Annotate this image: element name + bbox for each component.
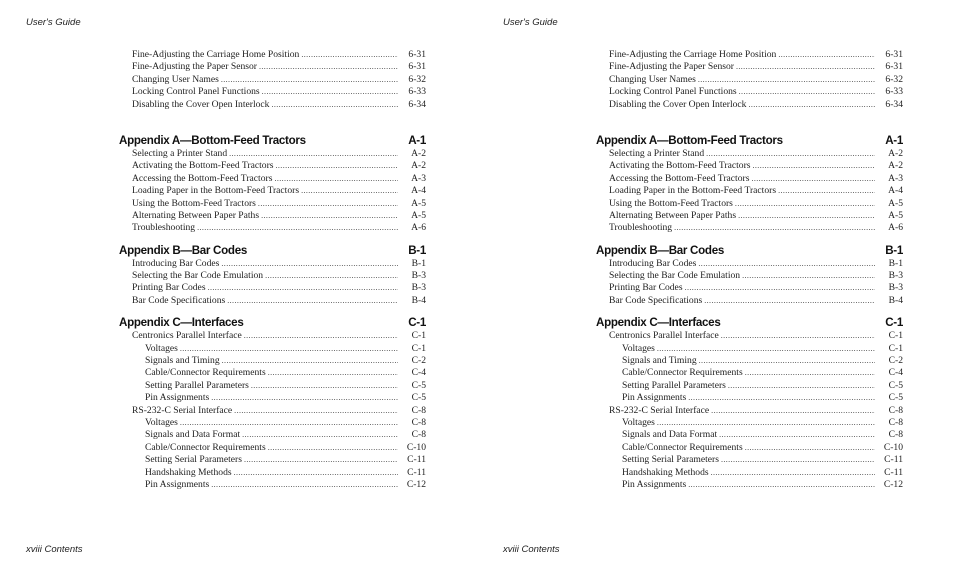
- table-of-contents: [596, 49, 903, 491]
- right-page: [477, 0, 954, 580]
- toc-entry[interactable]: [119, 270, 426, 282]
- dot-leader: [674, 222, 875, 234]
- dot-leader: [728, 380, 875, 392]
- toc-entry[interactable]: [596, 160, 903, 172]
- dot-leader: [736, 61, 875, 73]
- toc-entry-title: Troubleshooting: [132, 222, 196, 234]
- dot-leader: [262, 86, 398, 98]
- toc-entry[interactable]: [596, 270, 903, 282]
- toc-entry-page-number: C-11: [407, 466, 426, 478]
- toc-entry-title: Troubleshooting: [609, 222, 673, 234]
- toc-entry-title: Signals and Data Format: [145, 429, 241, 441]
- toc-entry[interactable]: [119, 479, 426, 491]
- dot-leader: [227, 295, 398, 307]
- toc-entry[interactable]: [596, 367, 903, 379]
- toc-entry-title: Activating the Bottom-Feed Tractors: [609, 160, 751, 172]
- toc-entry-page-number: C-4: [888, 367, 903, 379]
- toc-entry-page-number: C-1: [888, 342, 903, 354]
- dot-leader: [261, 210, 398, 222]
- toc-entry-page-number: C-8: [411, 404, 426, 416]
- toc-entry-title: Selecting the Bar Code Emulation: [132, 270, 264, 282]
- dot-leader: [221, 258, 398, 270]
- toc-entry-title: Disabling the Cover Open Interlock: [609, 98, 747, 110]
- appendix-title: Appendix A—Bottom-Feed Tractors: [119, 133, 306, 147]
- toc-entry-title: Using the Bottom-Feed Tractors: [132, 197, 256, 209]
- toc-entry-page-number: B-1: [411, 257, 426, 269]
- toc-entry-title: Changing User Names: [609, 73, 696, 85]
- toc-entry-page-number: 6-31: [885, 61, 903, 73]
- dot-leader: [778, 49, 875, 61]
- toc-entry-page-number: A-2: [411, 160, 426, 172]
- toc-entry-title: Selecting the Bar Code Emulation: [609, 270, 741, 282]
- toc-entry-page-number: 6-31: [885, 49, 903, 60]
- dot-leader: [258, 198, 398, 210]
- toc-entry-title: Voltages: [145, 342, 178, 354]
- toc-entry-title: Centronics Parallel Interface: [132, 330, 242, 342]
- toc-entry-page-number: 6-31: [408, 61, 426, 73]
- toc-entry-page-number: B-1: [888, 257, 903, 269]
- toc-entry[interactable]: [596, 148, 903, 160]
- dot-leader: [234, 405, 398, 417]
- toc-entry[interactable]: [596, 61, 903, 73]
- dot-leader: [721, 454, 875, 466]
- toc-entry-title: Fine-Adjusting the Paper Sensor: [609, 61, 734, 73]
- appendix-heading[interactable]: [119, 315, 426, 330]
- toc-entry-title: Pin Assignments: [622, 478, 687, 490]
- toc-entry-title: Centronics Parallel Interface: [609, 330, 719, 342]
- toc-entry-page-number: C-11: [884, 454, 903, 466]
- toc-entry-title: Setting Parallel Parameters: [622, 379, 726, 391]
- toc-entry-title: Fine-Adjusting the Carriage Home Position: [609, 49, 777, 60]
- toc-entry-title: Fine-Adjusting the Paper Sensor: [132, 61, 257, 73]
- dot-leader: [704, 295, 875, 307]
- toc-entry[interactable]: [596, 343, 903, 355]
- toc-entry-title: Alternating Between Paper Paths: [609, 209, 737, 221]
- toc-entry-title: RS-232-C Serial Interface: [132, 404, 233, 416]
- toc-entry-page-number: A-2: [411, 147, 426, 159]
- toc-entry-page-number: C-2: [411, 355, 426, 367]
- appendix-title: Appendix C—Interfaces: [119, 316, 244, 330]
- toc-entry[interactable]: [596, 442, 903, 454]
- dot-leader: [751, 173, 875, 185]
- toc-entry-title: Accessing the Bottom-Feed Tractors: [132, 172, 273, 184]
- toc-entry[interactable]: [119, 173, 426, 185]
- toc-entry[interactable]: [119, 429, 426, 441]
- toc-entry-title: Bar Code Specifications: [609, 294, 703, 306]
- toc-entry[interactable]: [119, 99, 426, 111]
- toc-entry-title: Signals and Data Format: [622, 429, 718, 441]
- dot-leader: [259, 61, 398, 73]
- toc-entry-page-number: 6-32: [408, 73, 426, 85]
- toc-entry[interactable]: [119, 61, 426, 73]
- toc-entry-title: Loading Paper in the Bottom-Feed Tractors: [609, 185, 777, 197]
- toc-entry-title: Selecting a Printer Stand: [609, 147, 705, 159]
- toc-entry-page-number: 6-31: [408, 49, 426, 60]
- toc-entry-page-number: 6-33: [885, 86, 903, 98]
- dot-leader: [234, 467, 398, 479]
- dot-leader: [265, 270, 398, 282]
- toc-entry-title: Signals and Timing: [622, 355, 697, 367]
- toc-entry[interactable]: [119, 442, 426, 454]
- toc-entry-title: Selecting a Printer Stand: [132, 147, 228, 159]
- toc-entry[interactable]: [119, 330, 426, 342]
- toc-entry-page-number: A-4: [888, 185, 903, 197]
- dot-leader: [208, 282, 398, 294]
- toc-entry-title: Printing Bar Codes: [132, 282, 206, 294]
- running-header: User's Guide: [26, 17, 81, 28]
- toc-entry-page-number: C-5: [888, 379, 903, 391]
- toc-entry-title: Pin Assignments: [145, 478, 210, 490]
- dot-leader: [738, 210, 875, 222]
- toc-entry-title: Locking Control Panel Functions: [132, 86, 260, 98]
- toc-entry[interactable]: [119, 258, 426, 270]
- dot-leader: [742, 270, 875, 282]
- toc-entry-title: Activating the Bottom-Feed Tractors: [132, 160, 274, 172]
- toc-entry[interactable]: [119, 380, 426, 392]
- dot-leader: [274, 173, 398, 185]
- toc-entry-title: Handshaking Methods: [622, 466, 709, 478]
- dot-leader: [711, 405, 875, 417]
- toc-entry[interactable]: [119, 367, 426, 379]
- dot-leader: [721, 330, 875, 342]
- dot-leader: [211, 392, 398, 404]
- appendix-page-number: B-1: [885, 243, 903, 257]
- toc-entry-title: Setting Serial Parameters: [622, 454, 719, 466]
- dot-leader: [197, 222, 398, 234]
- dot-leader: [711, 467, 875, 479]
- toc-entry-page-number: 6-34: [885, 98, 903, 110]
- dot-leader: [268, 442, 398, 454]
- toc-entry-title: Using the Bottom-Feed Tractors: [609, 197, 733, 209]
- toc-entry[interactable]: [596, 380, 903, 392]
- toc-entry[interactable]: [119, 210, 426, 222]
- toc-entry-title: Signals and Timing: [145, 355, 220, 367]
- toc-entry[interactable]: [596, 417, 903, 429]
- toc-entry[interactable]: [119, 74, 426, 86]
- toc-entry-page-number: C-4: [411, 367, 426, 379]
- toc-entry-title: Cable/Connector Requirements: [145, 367, 266, 379]
- toc-entry-page-number: C-8: [888, 416, 903, 428]
- toc-entry-title: Disabling the Cover Open Interlock: [132, 98, 270, 110]
- dot-leader: [753, 160, 876, 172]
- toc-entry-page-number: A-3: [411, 172, 426, 184]
- dot-leader: [778, 185, 875, 197]
- toc-entry-page-number: B-4: [888, 294, 903, 306]
- appendix-title: Appendix B—Bar Codes: [119, 243, 247, 257]
- dot-leader: [657, 417, 875, 429]
- dot-leader: [688, 392, 875, 404]
- appendix-page-number: C-1: [408, 316, 426, 330]
- toc-entry[interactable]: [596, 74, 903, 86]
- toc-entry-title: Introducing Bar Codes: [132, 257, 220, 269]
- dot-leader: [276, 160, 399, 172]
- appendix-page-number: A-1: [885, 133, 903, 147]
- toc-entry[interactable]: [596, 173, 903, 185]
- toc-entry-title: Voltages: [622, 416, 655, 428]
- toc-entry-title: Cable/Connector Requirements: [622, 367, 743, 379]
- dot-leader: [211, 479, 398, 491]
- toc-entry-page-number: B-3: [888, 282, 903, 294]
- dot-leader: [244, 330, 398, 342]
- dot-leader: [706, 148, 875, 160]
- appendix-title: Appendix C—Interfaces: [596, 316, 721, 330]
- toc-entry[interactable]: [119, 355, 426, 367]
- toc-entry-page-number: C-1: [411, 342, 426, 354]
- dot-leader: [301, 49, 398, 61]
- dot-leader: [244, 454, 398, 466]
- toc-entry[interactable]: [596, 429, 903, 441]
- toc-entry[interactable]: [119, 148, 426, 160]
- toc-entry[interactable]: [596, 479, 903, 491]
- toc-entry[interactable]: [119, 417, 426, 429]
- toc-entry-title: RS-232-C Serial Interface: [609, 404, 710, 416]
- toc-entry[interactable]: [596, 330, 903, 342]
- dot-leader: [221, 74, 398, 86]
- toc-entry[interactable]: [596, 99, 903, 111]
- toc-entry-page-number: B-3: [888, 270, 903, 282]
- toc-entry-title: Voltages: [622, 342, 655, 354]
- toc-entry-page-number: A-3: [888, 172, 903, 184]
- appendix-page-number: A-1: [408, 133, 426, 147]
- toc-entry-page-number: 6-33: [408, 86, 426, 98]
- toc-entry[interactable]: [119, 295, 426, 307]
- toc-entry[interactable]: [119, 222, 426, 234]
- dot-leader: [180, 417, 398, 429]
- dot-leader: [180, 343, 398, 355]
- dot-leader: [739, 86, 875, 98]
- toc-entry-page-number: B-3: [411, 270, 426, 282]
- appendix-title: Appendix A—Bottom-Feed Tractors: [596, 133, 783, 147]
- dot-leader: [745, 367, 875, 379]
- toc-entry[interactable]: [596, 185, 903, 197]
- toc-entry[interactable]: [119, 160, 426, 172]
- toc-entry-title: Loading Paper in the Bottom-Feed Tractors: [132, 185, 300, 197]
- toc-entry-page-number: A-4: [411, 185, 426, 197]
- toc-entry-page-number: A-5: [411, 197, 426, 209]
- appendix-heading[interactable]: [596, 315, 903, 330]
- appendix-title: Appendix B—Bar Codes: [596, 243, 724, 257]
- appendix-heading[interactable]: [596, 133, 903, 148]
- dot-leader: [745, 442, 875, 454]
- toc-entry-page-number: A-2: [888, 160, 903, 172]
- toc-entry[interactable]: [596, 222, 903, 234]
- toc-entry-title: Changing User Names: [132, 73, 219, 85]
- toc-entry-page-number: C-8: [411, 429, 426, 441]
- toc-entry[interactable]: [119, 343, 426, 355]
- dot-leader: [222, 355, 398, 367]
- toc-entry[interactable]: [596, 49, 903, 61]
- toc-entry-page-number: C-10: [406, 441, 426, 453]
- appendix-heading[interactable]: [596, 243, 903, 258]
- toc-entry-title: Cable/Connector Requirements: [622, 441, 743, 453]
- toc-entry-title: Pin Assignments: [622, 392, 687, 404]
- toc-entry-page-number: A-2: [888, 147, 903, 159]
- dot-leader: [688, 479, 875, 491]
- toc-entry-page-number: C-8: [888, 429, 903, 441]
- toc-entry-page-number: A-5: [888, 197, 903, 209]
- toc-entry-title: Alternating Between Paper Paths: [132, 209, 260, 221]
- toc-entry-title: Accessing the Bottom-Feed Tractors: [609, 172, 750, 184]
- dot-leader: [748, 99, 875, 111]
- toc-entry-page-number: C-5: [411, 379, 426, 391]
- toc-entry-page-number: C-8: [888, 404, 903, 416]
- toc-entry-page-number: C-10: [883, 441, 903, 453]
- toc-entry-page-number: 6-34: [408, 98, 426, 110]
- toc-entry-page-number: C-1: [411, 330, 426, 342]
- toc-entry-page-number: C-8: [411, 416, 426, 428]
- dot-leader: [735, 198, 875, 210]
- dot-leader: [719, 429, 875, 441]
- toc-entry-page-number: A-6: [411, 222, 426, 234]
- toc-entry-page-number: C-11: [884, 466, 903, 478]
- toc-entry[interactable]: [596, 454, 903, 466]
- toc-entry[interactable]: [596, 198, 903, 210]
- toc-entry-title: Pin Assignments: [145, 392, 210, 404]
- toc-entry-page-number: C-12: [883, 478, 903, 490]
- toc-entry-title: Voltages: [145, 416, 178, 428]
- dot-leader: [251, 380, 398, 392]
- toc-entry-page-number: C-2: [888, 355, 903, 367]
- appendix-heading[interactable]: [119, 243, 426, 258]
- toc-entry-page-number: C-1: [888, 330, 903, 342]
- toc-entry[interactable]: [596, 355, 903, 367]
- toc-entry[interactable]: [596, 86, 903, 98]
- toc-entry[interactable]: [596, 405, 903, 417]
- toc-entry[interactable]: [119, 282, 426, 294]
- toc-entry[interactable]: [119, 86, 426, 98]
- appendix-heading[interactable]: [119, 133, 426, 148]
- toc-entry-title: Cable/Connector Requirements: [145, 441, 266, 453]
- toc-entry-page-number: B-3: [411, 282, 426, 294]
- toc-entry-page-number: C-5: [411, 392, 426, 404]
- toc-entry-page-number: C-5: [888, 392, 903, 404]
- toc-entry-title: Setting Parallel Parameters: [145, 379, 249, 391]
- toc-entry-title: Handshaking Methods: [145, 466, 232, 478]
- toc-entry-title: Setting Serial Parameters: [145, 454, 242, 466]
- toc-entry-page-number: A-5: [411, 209, 426, 221]
- table-of-contents: [119, 49, 426, 491]
- toc-entry-title: Introducing Bar Codes: [609, 257, 697, 269]
- toc-entry[interactable]: [119, 405, 426, 417]
- running-footer: xviii Contents: [26, 544, 83, 555]
- dot-leader: [229, 148, 398, 160]
- dot-leader: [685, 282, 875, 294]
- toc-entry[interactable]: [596, 258, 903, 270]
- toc-entry-title: Locking Control Panel Functions: [609, 86, 737, 98]
- toc-entry[interactable]: [596, 282, 903, 294]
- toc-entry[interactable]: [119, 454, 426, 466]
- appendix-page-number: B-1: [408, 243, 426, 257]
- toc-entry[interactable]: [596, 210, 903, 222]
- dot-leader: [271, 99, 398, 111]
- dot-leader: [698, 258, 875, 270]
- dot-leader: [657, 343, 875, 355]
- toc-entry[interactable]: [596, 295, 903, 307]
- toc-entry[interactable]: [596, 467, 903, 479]
- toc-entry-page-number: C-12: [406, 478, 426, 490]
- toc-entry[interactable]: [119, 198, 426, 210]
- running-footer: xviii Contents: [503, 544, 560, 555]
- toc-entry-page-number: A-5: [888, 209, 903, 221]
- dot-leader: [698, 74, 875, 86]
- toc-entry[interactable]: [119, 185, 426, 197]
- dot-leader: [699, 355, 875, 367]
- toc-entry[interactable]: [596, 392, 903, 404]
- toc-entry-title: Bar Code Specifications: [132, 294, 226, 306]
- toc-entry-page-number: C-11: [407, 454, 426, 466]
- appendix-page-number: C-1: [885, 316, 903, 330]
- toc-entry-page-number: 6-32: [885, 73, 903, 85]
- dot-leader: [242, 429, 398, 441]
- toc-entry[interactable]: [119, 49, 426, 61]
- toc-entry-page-number: A-6: [888, 222, 903, 234]
- toc-entry-page-number: B-4: [411, 294, 426, 306]
- dot-leader: [268, 367, 398, 379]
- toc-entry[interactable]: [119, 392, 426, 404]
- dot-leader: [301, 185, 398, 197]
- toc-entry[interactable]: [119, 467, 426, 479]
- running-header: User's Guide: [503, 17, 558, 28]
- toc-entry-title: Printing Bar Codes: [609, 282, 683, 294]
- toc-entry-title: Fine-Adjusting the Carriage Home Position: [132, 49, 300, 60]
